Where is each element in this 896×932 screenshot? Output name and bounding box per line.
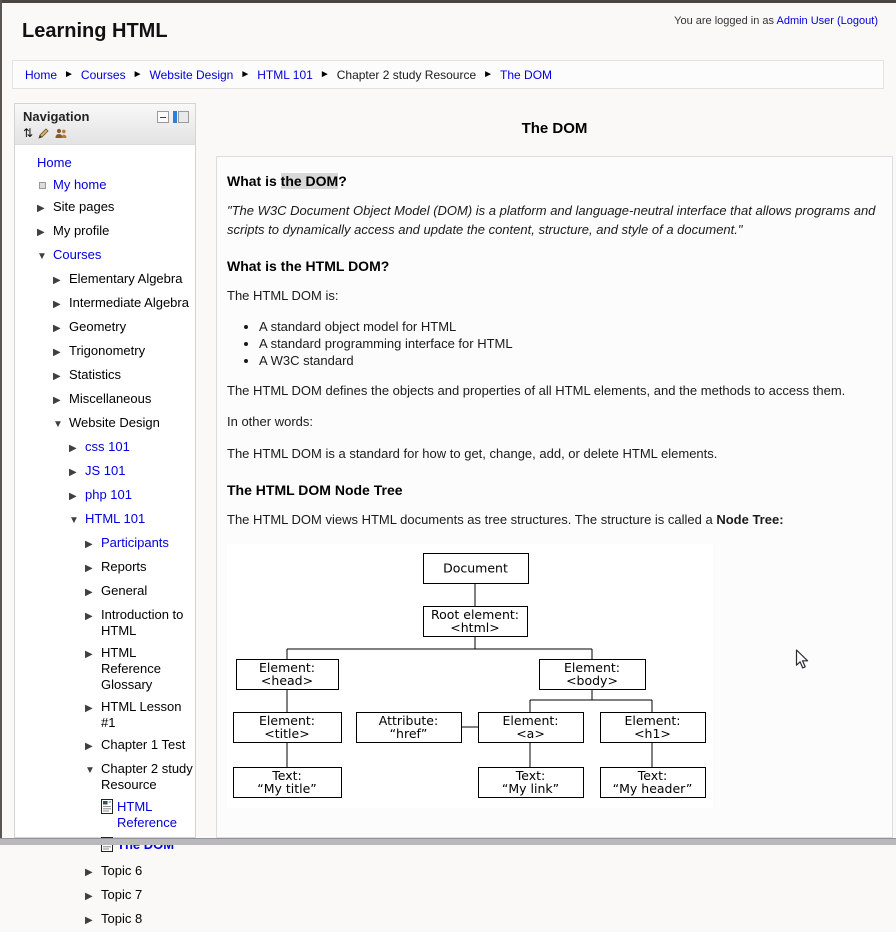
text-run: What is [227,173,281,189]
breadcrumb-separator-icon: ► [319,69,330,80]
move-block-icon[interactable]: ⇅ [23,126,34,140]
navigation-title: Navigation [23,109,90,124]
sidebar-item-label: HTML Reference Glossary [101,645,161,692]
sidebar-item-label: Topic 6 [101,863,143,878]
sidebar-item-label: Participants [101,535,169,550]
move-to-dock-icon[interactable] [173,111,189,123]
tree-collapsed-icon[interactable]: ▶ [85,891,93,902]
breadcrumb-item-html-101[interactable]: HTML 101 [257,67,313,82]
tree-collapsed-icon[interactable]: ▶ [85,703,93,714]
tree-expanded-icon[interactable]: ▼ [69,515,79,526]
tree-expanded-icon[interactable]: ▼ [37,251,47,262]
sidebar-item-label: Chapter 2 study Resource [101,761,193,792]
sidebar-item-geometry[interactable] [15,316,195,340]
sidebar-item-reports[interactable] [15,556,195,580]
breadcrumb-item-chapter-2-study-resource: Chapter 2 study Resource [336,67,477,82]
sidebar-item-js-101[interactable] [15,460,195,484]
sidebar-item-topic-6[interactable] [15,860,195,884]
sidebar-item-home[interactable] [15,152,195,174]
mouse-cursor [795,649,810,670]
section-heading [227,258,880,274]
paragraph [227,511,880,530]
sidebar-item-participants[interactable] [15,532,195,556]
tree-node-label: Attribute: “href” [378,712,439,741]
sidebar-item-general[interactable] [15,580,195,604]
tree-collapsed-icon[interactable]: ▶ [85,611,93,622]
tree-collapsed-icon[interactable]: ▶ [37,227,45,238]
breadcrumb-item-home[interactable]: Home [25,67,58,82]
site-title: Learning HTML [22,20,168,42]
sidebar-item-html-reference[interactable] [15,796,195,834]
tree-node-label: Element: <h1> [624,712,681,741]
sidebar-item-label: Intermediate Algebra [69,295,189,310]
quote-paragraph: "The W3C Document Object Model (DOM) is a platform and language-neutral interface that allows programs and scripts to dynamically access and update the content, structure, and style of a document." [227,203,876,237]
tree-bullet-icon [37,177,53,193]
tree-node-label: Root element: <html> [430,606,520,635]
sidebar-item-label: HTML 101 [85,511,146,526]
tree-collapsed-icon[interactable]: ▶ [69,491,77,502]
navigation-block-header [15,104,195,145]
tree-node-label: Text: “My link” [501,767,560,796]
paragraph [227,382,880,401]
sidebar-item-label: Website Design [69,415,160,430]
sidebar-item-css-101[interactable] [15,436,195,460]
sidebar-item-html-101[interactable] [15,508,195,532]
sidebar-item-label: Elementary Algebra [69,271,183,286]
sidebar-item-label: HTML Lesson #1 [101,699,182,730]
sidebar-item-label: HTML Reference [117,799,177,830]
text-run: In other words: [227,414,313,430]
tree-expanded-icon[interactable]: ▼ [53,419,63,430]
sidebar-item-website-design[interactable] [15,412,195,436]
page-content [227,173,880,530]
breadcrumb-separator-icon: ► [240,69,251,80]
sidebar-item-label: My home [53,177,107,192]
breadcrumb [12,60,884,89]
sidebar-item-label: Topic 8 [101,911,143,926]
breadcrumb-separator-icon: ► [132,69,143,80]
dom-tree-svg [227,544,713,808]
tree-collapsed-icon[interactable]: ▶ [53,371,61,382]
breadcrumb-item-courses[interactable]: Courses [80,67,126,82]
tree-collapsed-icon[interactable]: ▶ [69,443,77,454]
tree-node-label: Text: “My header” [612,767,693,796]
sidebar-item-label: Reports [101,559,147,574]
tree-expanded-icon[interactable]: ▼ [85,765,95,776]
section-heading [227,482,880,498]
sidebar-item-trigonometry[interactable] [15,340,195,364]
admin-user-link[interactable]: Admin User [776,15,834,27]
collapse-block-icon[interactable] [157,111,169,123]
sidebar-item-html-reference-glossary[interactable] [15,642,195,696]
sidebar-item-php-101[interactable] [15,484,195,508]
sidebar-item-label: Geometry [69,319,127,334]
text-run: The HTML DOM is a standard for how to get, change, add, or delete HTML elements. [227,446,718,462]
sidebar-item-elementary-algebra[interactable] [15,268,195,292]
tree-collapsed-icon[interactable]: ▶ [53,395,61,406]
sidebar-item-label: Miscellaneous [69,391,152,406]
sidebar-item-label: Trigonometry [69,343,146,358]
tree-collapsed-icon[interactable]: ▶ [53,275,61,286]
text-run: The HTML DOM is: [227,287,339,303]
navigation-block [14,103,196,926]
tree-node-label: Text: “My title” [257,767,317,796]
breadcrumb-separator-icon: ► [64,69,74,80]
sidebar-item-label: Site pages [53,199,115,214]
sidebar-item-chapter-2-study-resource[interactable] [15,758,195,796]
tree-node-label: Element: <a> [502,712,559,741]
text-run: Node Tree: [716,512,784,528]
sidebar-item-topic-8[interactable] [15,908,195,932]
text-run: The HTML DOM views HTML documents as tree structures. The structure is called a [227,512,717,528]
sidebar-item-chapter-1-test[interactable] [15,734,195,758]
tree-collapsed-icon[interactable]: ▶ [69,467,77,478]
tree-collapsed-icon[interactable]: ▶ [53,323,61,334]
tree-collapsed-icon[interactable]: ▶ [53,347,61,358]
bullet-list-item: • A standard programming interface for HTML [259,336,880,352]
tree-collapsed-icon[interactable]: ▶ [85,741,93,752]
login-status-prefix: You are logged in as [674,15,777,27]
sidebar-item-label: php 101 [85,487,132,502]
sidebar-item-label: Topic 7 [101,887,143,902]
login-status [674,15,878,27]
sidebar-item-label: Chapter 1 Test [101,737,186,752]
document-icon [101,799,114,815]
paragraph [227,445,880,464]
logout-link[interactable]: (Logout) [837,15,878,27]
sidebar-item-label: Introduction to HTML [101,607,184,638]
tree-collapsed-icon[interactable]: ▶ [85,649,93,660]
page-resource-icon [101,799,117,819]
tree-node-label: Document [443,560,508,576]
sidebar-item-statistics[interactable] [15,364,195,388]
sidebar-item-label: Home [37,155,72,170]
text-run: The HTML DOM defines the objects and properties of all HTML elements, and the methods to access them. [227,382,846,398]
window-bottom-edge [0,838,896,845]
sidebar-item-site-pages[interactable] [15,196,195,220]
text-run: What is the HTML DOM? [227,257,390,274]
sidebar-item-label: Courses [53,247,102,262]
assign-roles-icon[interactable] [54,127,68,140]
text-run: ? [338,173,347,189]
sidebar-item-label: JS 101 [85,463,126,478]
breadcrumb-item-the-dom[interactable]: The DOM [500,67,553,82]
sidebar-item-my-home[interactable] [15,174,195,196]
sidebar-item-label: Statistics [69,367,122,382]
tree-collapsed-icon[interactable]: ▶ [85,867,93,878]
bullet-list [227,319,880,369]
breadcrumb-separator-icon: ► [483,69,494,80]
tree-node-label: Element: <title> [259,712,315,741]
sidebar-item-intermediate-algebra[interactable] [15,292,195,316]
tree-node-label: Element: <head> [259,659,315,688]
window-top-edge [0,0,896,3]
sidebar-item-courses[interactable] [15,244,195,268]
page-title: The DOM [521,120,588,137]
tree-collapsed-icon[interactable]: ▶ [85,539,93,550]
tree-collapsed-icon[interactable]: ▶ [85,587,93,598]
tree-node-label: Element: <body> [564,659,620,688]
sidebar-item-miscellaneous[interactable] [15,388,195,412]
paragraph [227,287,880,306]
sidebar-item-my-profile[interactable] [15,220,195,244]
paragraph [227,413,880,432]
bullet-list-item: • A standard object model for HTML [259,319,880,335]
bullet-list-item: • A W3C standard [259,353,880,369]
tree-collapsed-icon[interactable]: ▶ [53,299,61,310]
edit-icon[interactable] [37,127,50,140]
section-heading [227,173,880,189]
dom-node-tree-diagram [227,544,713,808]
window-left-edge [0,0,2,845]
sidebar-item-label: css 101 [85,439,130,454]
tree-collapsed-icon[interactable]: ▶ [85,915,93,926]
sidebar-item-introduction-to-html[interactable] [15,604,195,642]
navigation-tree [15,145,195,932]
breadcrumb-item-website-design[interactable]: Website Design [149,67,234,82]
sidebar-item-topic-7[interactable] [15,884,195,908]
sidebar-item-label: My profile [53,223,110,238]
tree-collapsed-icon[interactable]: ▶ [85,563,93,574]
content-box [216,156,893,838]
tree-collapsed-icon[interactable]: ▶ [37,203,45,214]
text-run: The HTML DOM Node Tree [227,482,403,499]
sidebar-item-label: General [101,583,148,598]
highlighted-text: the DOM [280,173,339,189]
sidebar-item-html-lesson-1[interactable] [15,696,195,734]
